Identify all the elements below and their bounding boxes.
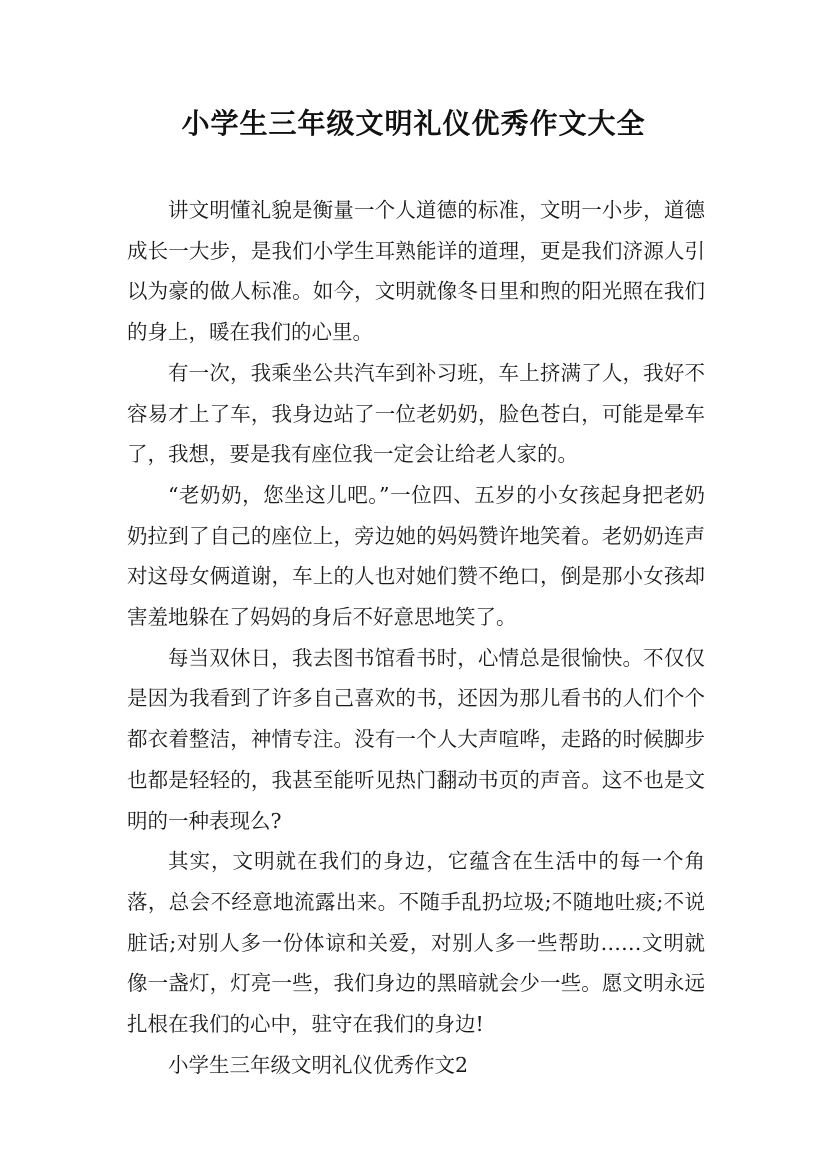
paragraph-2: 有一次，我乘坐公共汽车到补习班，车上挤满了人，我好不容易才上了车，我身边站了一位老奶奶，脸色苍白，可能是晕车了，我想，要是我有座位我一定会让给老人家的。 xyxy=(127,360,705,467)
paragraph-4: 每当双休日，我去图书馆看书时，心情总是很愉快。不仅仅是因为我看到了许多自己喜欢的书，还因为那儿看书的人们个个都衣着整洁，神情专注。没有一个人大声喧哗，走路的时候脚步也都是轻轻的，我甚至能听见热门翻动书页的声音。这不也是文明的一种表现么? xyxy=(127,645,705,833)
document-body xyxy=(127,190,705,1085)
paragraph-1: 讲文明懂礼貌是衡量一个人道德的标准，文明一小步，道德成长一大步，是我们小学生耳熟能详的道理，更是我们济源人引以为豪的做人标准。如今，文明就像冬日里和煦的阳光照在我们的身上，暖在我们的心里。 xyxy=(127,198,705,345)
paragraph-5: 其实，文明就在我们的身边，它蕴含在生活中的每一个角落，总会不经意地流露出来。不随手乱扔垃圾;不随地吐痰;不说脏话;对别人多一份体谅和关爱，对别人多一些帮助……文明就像一盏灯，灯亮一些，我们身边的黑暗就会少一些。愿文明永远扎根在我们的心中，驻守在我们的身边! xyxy=(127,849,705,1037)
paragraph-3: “老奶奶，您坐这儿吧。”一位四、五岁的小女孩起身把老奶奶拉到了自己的座位上，旁边她的妈妈赞许地笑着。老奶奶连声对这母女俩道谢，车上的人也对她们赞不绝口，倒是那小女孩却害羞地躲在了妈妈的身后不好意思地笑了。 xyxy=(127,482,705,630)
next-essay-heading: 小学生三年级文明礼仪优秀作文2 xyxy=(168,1052,469,1077)
document-title: 小学生三年级文明礼仪优秀作文大全 xyxy=(181,107,646,140)
